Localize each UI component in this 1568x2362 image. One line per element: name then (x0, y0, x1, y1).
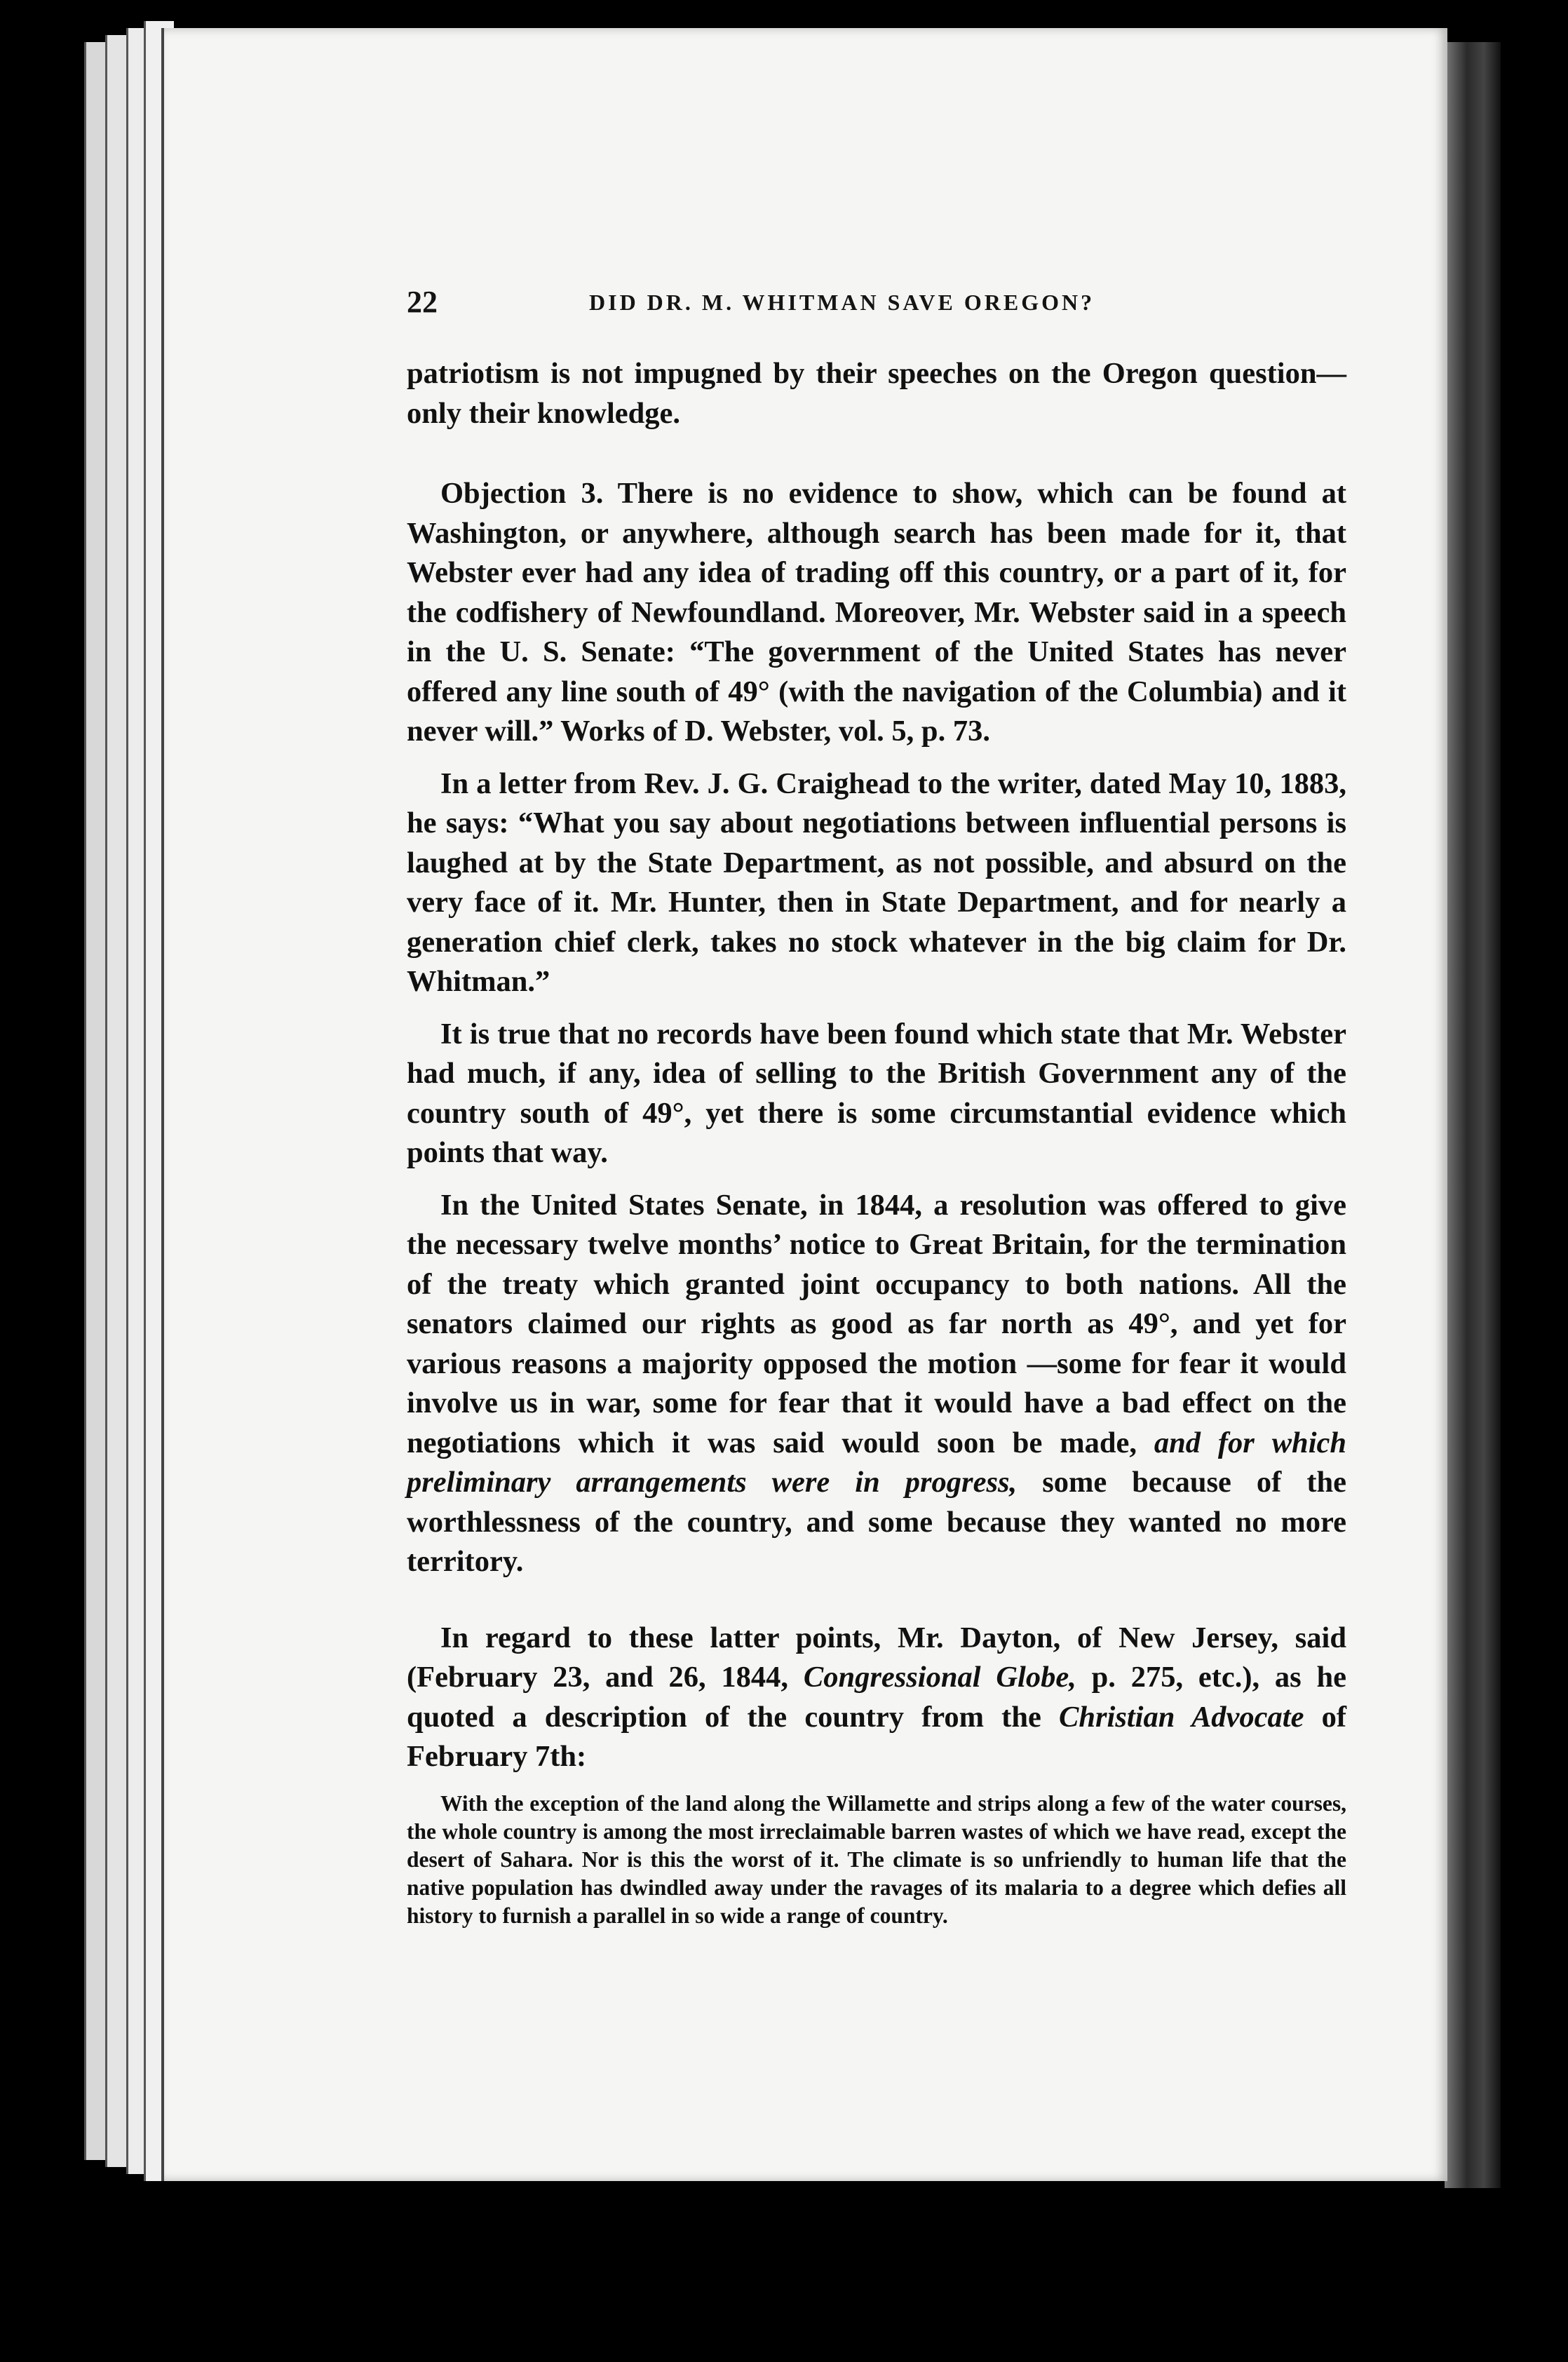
paragraph-dayton (407, 1619, 1346, 1777)
page-body (407, 354, 1346, 1952)
book-spine-shadow (1445, 42, 1501, 2188)
text-run: In the United States Senate, in 1844, a resolution was offered to give the necessary twelve months’ notice to Great Britain, for the termination of the treaty which granted joint occupancy to both nations. All the senators claimed our rights as good as far north as 49°, and yet for various reasons a majority opposed the motion —some for fear it would involve us in war, some for fear that it would have a bad effect on the negotiations which it was said would soon be made, (407, 1188, 1346, 1459)
paragraph-circumstantial-evidence: It is true that no records have been found which state that Mr. Webster had much, if any, idea of selling to the British Government any of the country south of 49°, yet there is some circumstantial evidence which points that way. (407, 1017, 1346, 1169)
text-run: p. 275, etc.), as he quoted a description of the country from the (407, 1661, 1347, 1734)
paragraph-senate-resolution (407, 1186, 1346, 1582)
page-number: 22 (407, 285, 438, 319)
text-run: In regard to these latter points, Mr. Dayton, of New Jersey, said (February 23, and 26, 1844, (407, 1621, 1346, 1694)
italic-text-run: Christian Advocate (1059, 1700, 1304, 1734)
paragraph-continuation: patriotism is not impugned by their speeches on the Oregon question—only their knowledge. (407, 357, 1346, 430)
block-quote: With the exception of the land along the Willamette and strips along a few of the water courses, the whole country is among the most irreclaimable barren wastes of which we have read, except the desert of Sahara. Nor is this the worst of it. The climate is so unfriendly to human life that the native population has dwindled away under the ravages of its malaria to a degree which defies all history to furnish a parallel in so wide a range of country. (407, 1790, 1346, 1928)
running-title: DID DR. M. WHITMAN SAVE OREGON? (589, 290, 1095, 315)
text-run: of February 7th: (407, 1700, 1347, 1773)
paragraph-objection-3: Objection 3. There is no evidence to show, which can be found at Washington, or anywhere, although search has been made for it, that Webster ever had any idea of trading off this country, or a part of it, for the codfishery of Newfoundland. Moreover, Mr. Webster said in a speech in the U. S. Senate: “The government of the United States has never offered any line south of 49° (with the navigation of the Columbia) and it never will.” Works of D. Webster, vol. 5, p. 73. (407, 477, 1346, 748)
text-run: some because of the worthlessness of the country, and some because they wanted no more territory. (407, 1466, 1346, 1578)
page-header (407, 284, 1388, 326)
italic-text-run: and for which preliminary arrangements were in progress, (407, 1426, 1346, 1499)
italic-text-run: Congressional Globe, (803, 1661, 1076, 1694)
paragraph-craighead-letter: In a letter from Rev. J. G. Craighead to the writer, dated May 10, 1883, he says: “What you say about negotiations between influential persons is laughed at by the State Department, as not possible, and absurd on the very face of it. Mr. Hunter, then in State Department, and for nearly a generation chief clerk, takes no stock whatever in the big claim for Dr. Whitman.” (407, 767, 1346, 998)
